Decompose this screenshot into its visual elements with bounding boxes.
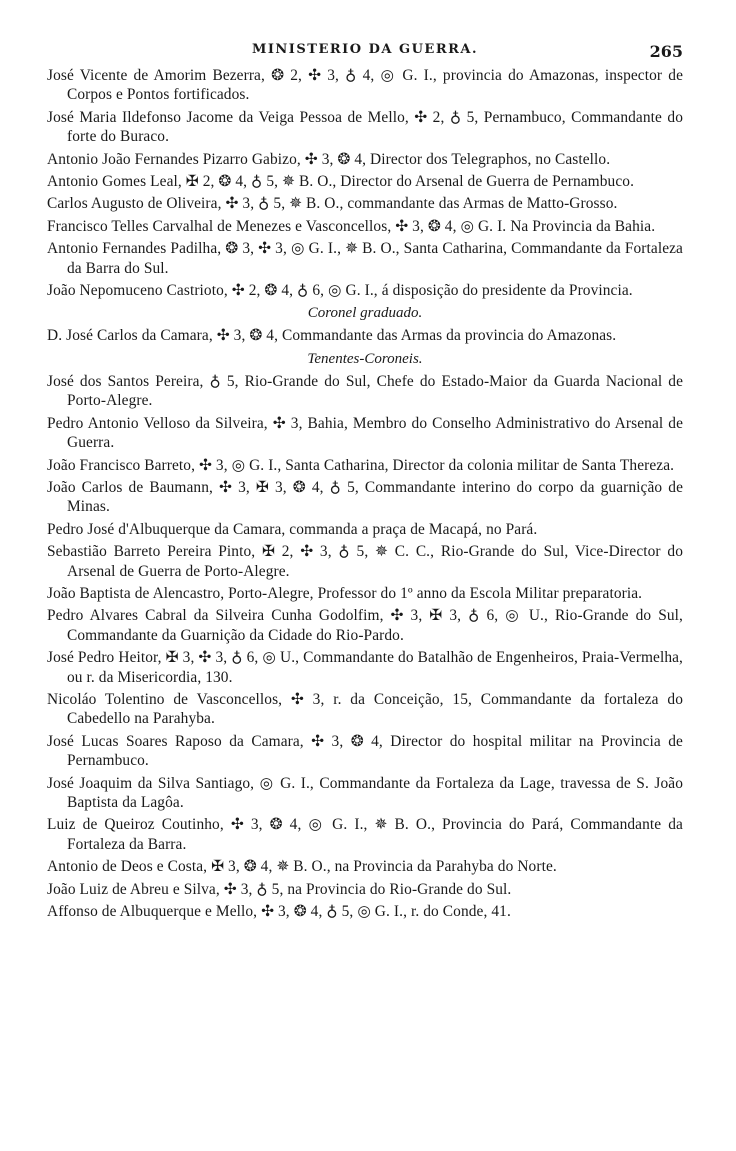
list-item: João Francisco Barreto, ✣ 3, ◎ G. I., Santa Catharina, Director da colonia militar de Santa Thereza. [47,456,675,474]
list-item: Pedro Alvares Cabral da Silveira Cunha Godolfim, ✣ 3, ✠ 3, ♁ 6, ◎ U., Rio-Grande do Sul, Commandante da Guarnição da Cidade do Rio-Pardo. [47,607,683,644]
list-item: Francisco Telles Carvalhal de Menezes e Vasconcellos, ✣ 3, ❂ 4, ◎ G. I. Na Provincia da Bahia. [47,217,656,235]
page-header [47,42,683,64]
list-item: José Joaquim da Silva Santiago, ◎ G. I., Commandante da Fortaleza da Lage, travessa de S. João Baptista da Lagôa. [47,774,683,811]
list-item: Nicoláo Tolentino de Vasconcellos, ✣ 3, r. da Conceição, 15, Commandante da fortaleza do Cabedello na Parahyba. [47,690,683,728]
list-item: João Luiz de Abreu e Silva, ✣ 3, ♁ 5, na Provincia do Rio-Grande do Sul. [47,880,512,898]
page [47,42,683,924]
list-item: José dos Santos Pereira, ♁ 5, Rio-Grande do Sul, Chefe do Estado-Maior da Guarda Nacional de Porto-Alegre. [47,372,683,410]
list-item: João Carlos de Baumann, ✣ 3, ✠ 3, ❂ 4, ♁ 5, Commandante interino do corpo da guarnição de Minas. [47,478,683,516]
entry-list-coronel [47,326,683,345]
list-item: Affonso de Albuquerque e Mello, ✣ 3, ❂ 4, ♁ 5, ◎ G. I., r. do Conde, 41. [47,903,511,921]
section-heading-coronel: Coronel graduado. [307,305,423,322]
list-item: João Baptista de Alencastro, Porto-Alegre, Professor do 1º anno da Escola Militar preparatoria. [47,584,643,602]
list-item: José Lucas Soares Raposo da Camara, ✣ 3, ❂ 4, Director do hospital militar na Provincia de Pernambuco. [47,732,683,770]
list-item: Luiz de Queiroz Coutinho, ✣ 3, ❂ 4, ◎ G. I., ✵ B. O., Provincia do Pará, Commandante da Fortaleza da Barra. [47,816,683,853]
list-item: Sebastião Barreto Pereira Pinto, ✠ 2, ✣ 3, ♁ 5, ✵ C. C., Rio-Grande do Sul, Vice-Director do Arsenal de Guerra de Porto-Alegre. [47,543,683,580]
entry-list-tenentes [47,372,683,922]
list-item: José Pedro Heitor, ✠ 3, ✣ 3, ♁ 6, ◎ U., Commandante do Batalhão de Engenheiros, Praia-Vermelha, ou r. da Misericordia, 130. [47,649,683,686]
section-heading-tenentes: Tenentes-Coroneis. [307,350,423,367]
page-title: MINISTERIO DA GUERRA. [251,42,479,57]
page-number: 265 [649,42,683,61]
list-item: Pedro José d'Albuquerque da Camara, commanda a praça de Macapá, no Pará. [47,520,538,538]
list-item: José Maria Ildefonso Jacome da Veiga Pessoa de Mello, ✣ 2, ♁ 5, Pernambuco, Commandante do forte do Buraco. [47,108,683,146]
list-item: Antonio Fernandes Padilha, ❂ 3, ✣ 3, ◎ G. I., ✵ B. O., Santa Catharina, Commandante da Fortaleza da Barra do Sul. [47,240,683,277]
list-item: Pedro Antonio Velloso da Silveira, ✣ 3, Bahia, Membro do Conselho Administrativo do Arsenal de Guerra. [47,414,683,452]
list-item: Antonio João Fernandes Pizarro Gabizo, ✣ 3, ❂ 4, Director dos Telegraphos, no Castello. [47,150,611,168]
list-item: Carlos Augusto de Oliveira, ✣ 3, ♁ 5, ✵ B. O., commandante das Armas de Matto-Grosso. [47,195,618,213]
list-item: Antonio Gomes Leal, ✠ 2, ❂ 4, ♁ 5, ✵ B. O., Director do Arsenal de Guerra de Pernambuco. [47,173,635,191]
entry-list-top [47,66,683,300]
list-item: João Nepomuceno Castrioto, ✣ 2, ❂ 4, ♁ 6, ◎ G. I., á disposição do presidente da Provincia. [47,282,633,300]
list-item: D. José Carlos da Camara, ✣ 3, ❂ 4, Commandante das Armas da provincia do Amazonas. [47,327,617,345]
list-item: Antonio de Deos e Costa, ✠ 3, ❂ 4, ✵ B. O., na Provincia da Parahyba do Norte. [47,858,557,876]
list-item: José Vicente de Amorim Bezerra, ❂ 2, ✣ 3, ♁ 4, ◎ G. I., provincia do Amazonas, inspector de Corpos e Pontos fortificados. [47,67,683,104]
